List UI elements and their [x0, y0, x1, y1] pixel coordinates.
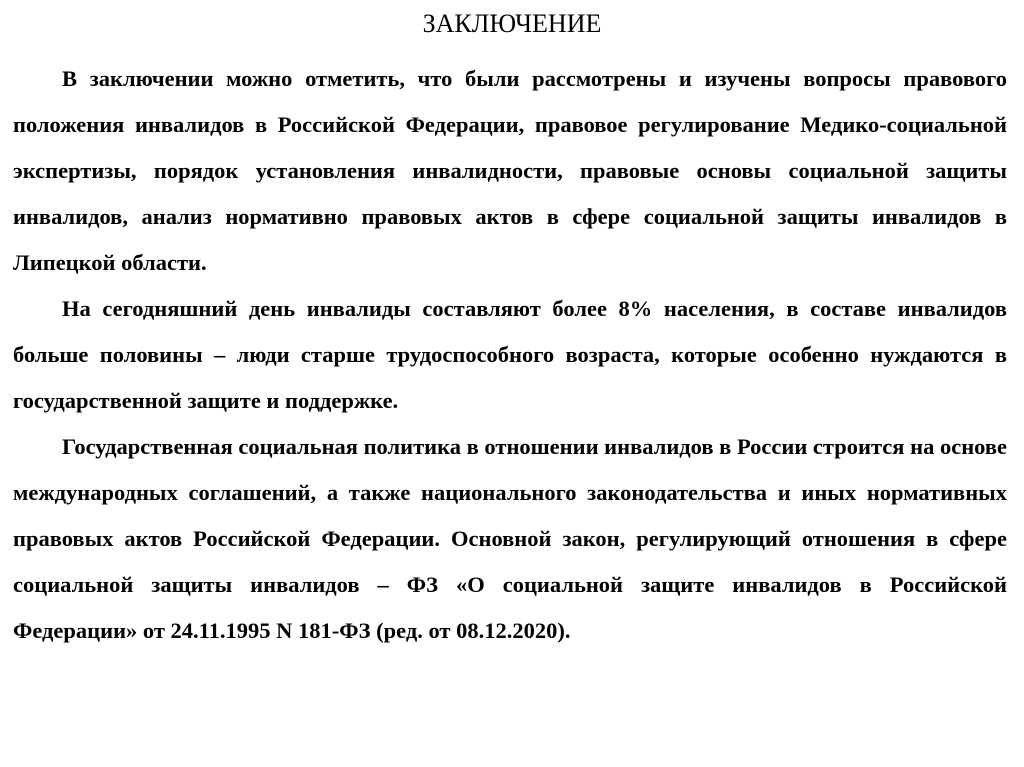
slide-body — [13, 56, 1007, 654]
paragraph-conclusion-intro: В заключении можно отметить, что были рассмотрены и изучены вопросы правового положения инвалидов в Российской Федерации, правовое регулирование Медико-социальной экспертизы, порядок установления инвалидности, правовые основы социальной защиты инвалидов, анализ нормативно правовых актов в сфере социальной защиты инвалидов в Липецкой области. — [13, 66, 1007, 275]
paragraph-statistics: На сегодняшний день инвалиды составляют более 8% населения, в составе инвалидов больше половины – люди старше трудоспособного возраста, которые особенно нуждаются в государственной защите и поддержке. — [13, 296, 1007, 413]
paragraph-state-policy: Государственная социальная политика в отношении инвалидов в России строится на основе международных соглашений, а также национального законодательства и иных нормативных правовых актов Российской Федерации. Основной закон, регулирующий отношения в сфере социальной защиты инвалидов – ФЗ «О социальной защите инвалидов в Российской Федерации» от 24.11.1995 N 181-ФЗ (ред. от 08.12.2020). — [13, 434, 1007, 643]
slide-title: ЗАКЛЮЧЕНИЕ — [422, 9, 602, 38]
